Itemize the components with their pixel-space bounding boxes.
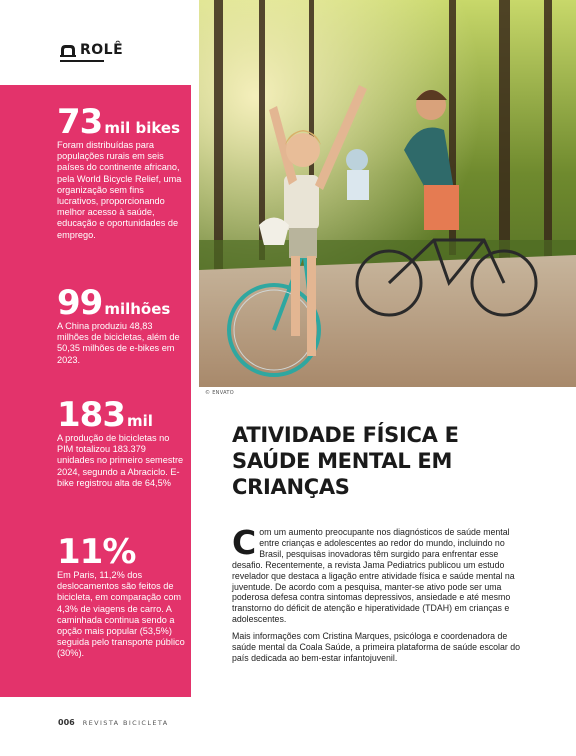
stat-description: Em Paris, 11,2% dos deslocamentos são feitos de bicicleta, em comparação com 4,3% de viagens de carro. A caminhada continua sendo a opção mais popular (53,5%) seguida pelo transporte público (30%). [57,570,185,659]
page-number: 006 [58,718,75,727]
stat-description: A produção de bicicletas no PIM totalizou 183.379 unidades no primeiro semestre 2024, segundo a Abraciclo. E-bike registrou alta de 64,5% [57,433,184,488]
section-tag [60,42,123,58]
paragraph-text: om um aumento preocupante nos diagnósticos de saúde mental entre crianças e adolescentes ao redor do mundo, incluindo no Brasil, pesquisas inovadoras têm surgido para enfrentar esse desafio. Recentemente, a revista Jama Pediatrics publicou um estudo revelador que destaca a ligação entre atividade física e saúde mental na juventude. De acordo com a pesquisa, manter-se ativo pode ser uma poderosa defesa contra sintomas depressivos, ansiedade e até mesmo transtorno do déficit de atenção e hiperatividade (TDAH) em crianças e adolescentes. [232,527,515,625]
hero-photo [199,0,576,387]
stat-china-production [57,283,185,366]
bike-rack-icon [60,43,76,57]
stat-unit: milhões [104,300,171,318]
stat-description: A China produziu 48,83 milhões de bicicletas, além de 50,35 milhões de e-bikes em 2023. [57,321,180,365]
stat-paris-mobility [57,532,185,660]
section-rule [60,60,104,62]
stat-bikes-africa [57,102,185,241]
family-cycling-illustration [199,0,576,387]
drop-cap: C [232,523,257,562]
section-label: ROLÊ [80,42,124,58]
article-headline: ATIVIDADE FÍSICA E SAÚDE MENTAL EM CRIANÇAS [232,423,459,499]
article-paragraph [232,523,521,625]
article-paragraph: Mais informações com Cristina Marques, psicóloga e coordenadora de saúde mental da Coala Saúde, a primeira plataforma de saúde escolar do país dedicada ao bem-estar infantojuvenil. [232,631,521,663]
stat-number: 183 [57,395,125,435]
page-footer [58,718,169,727]
stat-pim-production [57,395,185,489]
stat-unit: mil bikes [104,119,181,137]
magazine-name: REVISTA BICICLETA [82,719,169,727]
stat-number: 73 [57,102,103,142]
stat-number: 99 [57,283,103,323]
article-body [232,523,521,670]
stat-unit: mil [126,412,153,430]
photo-credit: © ENVATO [205,390,235,396]
stat-description: Foram distribuídas para populações rurais em seis países do continente africano, pela World Bicycle Relief, uma organização sem fins lucrativos, proporcionando melhor acesso à saúde, educação e oportunidades de emprego. [57,140,182,240]
stat-number: 11% [57,532,136,572]
